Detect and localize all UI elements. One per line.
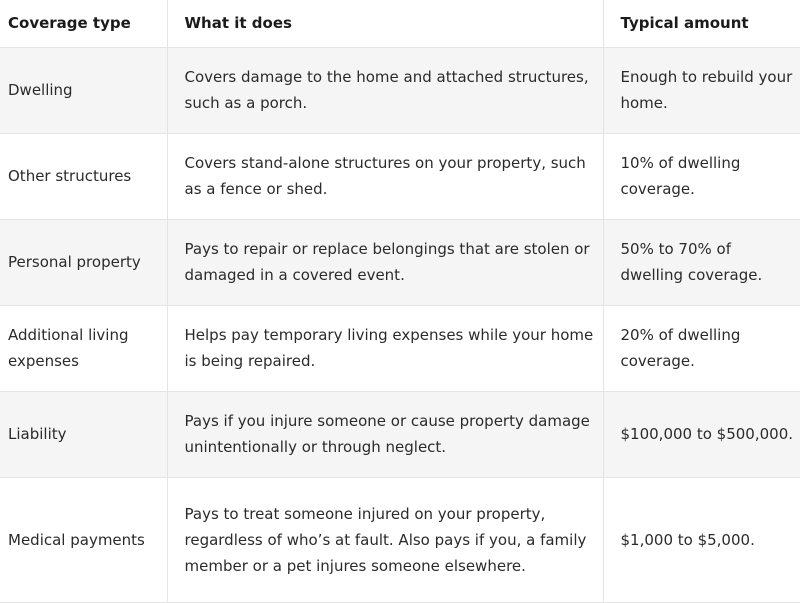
table-body xyxy=(0,47,800,602)
table-header xyxy=(0,0,800,47)
coverage-type-cell: Other structures xyxy=(0,133,167,219)
header-what-it-does: What it does xyxy=(167,0,603,47)
coverage-type-cell: Liability xyxy=(0,391,167,477)
description-cell: Pays to treat someone injured on your property, regardless of who’s at fault. Also pays if you, a family member or a pet injures someone elsewhere. xyxy=(167,477,603,602)
table-row xyxy=(0,305,800,391)
description-cell: Covers stand-alone structures on your property, such as a fence or shed. xyxy=(167,133,603,219)
amount-cell: 50% to 70% of dwelling coverage. xyxy=(603,219,800,305)
table-row xyxy=(0,477,800,602)
description-cell: Covers damage to the home and attached structures, such as a porch. xyxy=(167,47,603,133)
amount-cell: 10% of dwelling coverage. xyxy=(603,133,800,219)
description-cell: Pays if you injure someone or cause property damage unintentionally or through neglect. xyxy=(167,391,603,477)
amount-cell: $100,000 to $500,000. xyxy=(603,391,800,477)
description-cell: Helps pay temporary living expenses while your home is being repaired. xyxy=(167,305,603,391)
coverage-type-cell: Personal property xyxy=(0,219,167,305)
header-typical-amount: Typical amount xyxy=(603,0,800,47)
table-row xyxy=(0,219,800,305)
table-row xyxy=(0,47,800,133)
coverage-type-cell: Medical payments xyxy=(0,477,167,602)
amount-cell: $1,000 to $5,000. xyxy=(603,477,800,602)
coverage-type-cell: Dwelling xyxy=(0,47,167,133)
table-row xyxy=(0,391,800,477)
amount-cell: 20% of dwelling coverage. xyxy=(603,305,800,391)
header-row xyxy=(0,0,800,47)
amount-cell: Enough to rebuild your home. xyxy=(603,47,800,133)
coverage-type-cell: Additional living expenses xyxy=(0,305,167,391)
table-row xyxy=(0,133,800,219)
header-coverage-type: Coverage type xyxy=(0,0,167,47)
description-cell: Pays to repair or replace belongings that are stolen or damaged in a covered event. xyxy=(167,219,603,305)
